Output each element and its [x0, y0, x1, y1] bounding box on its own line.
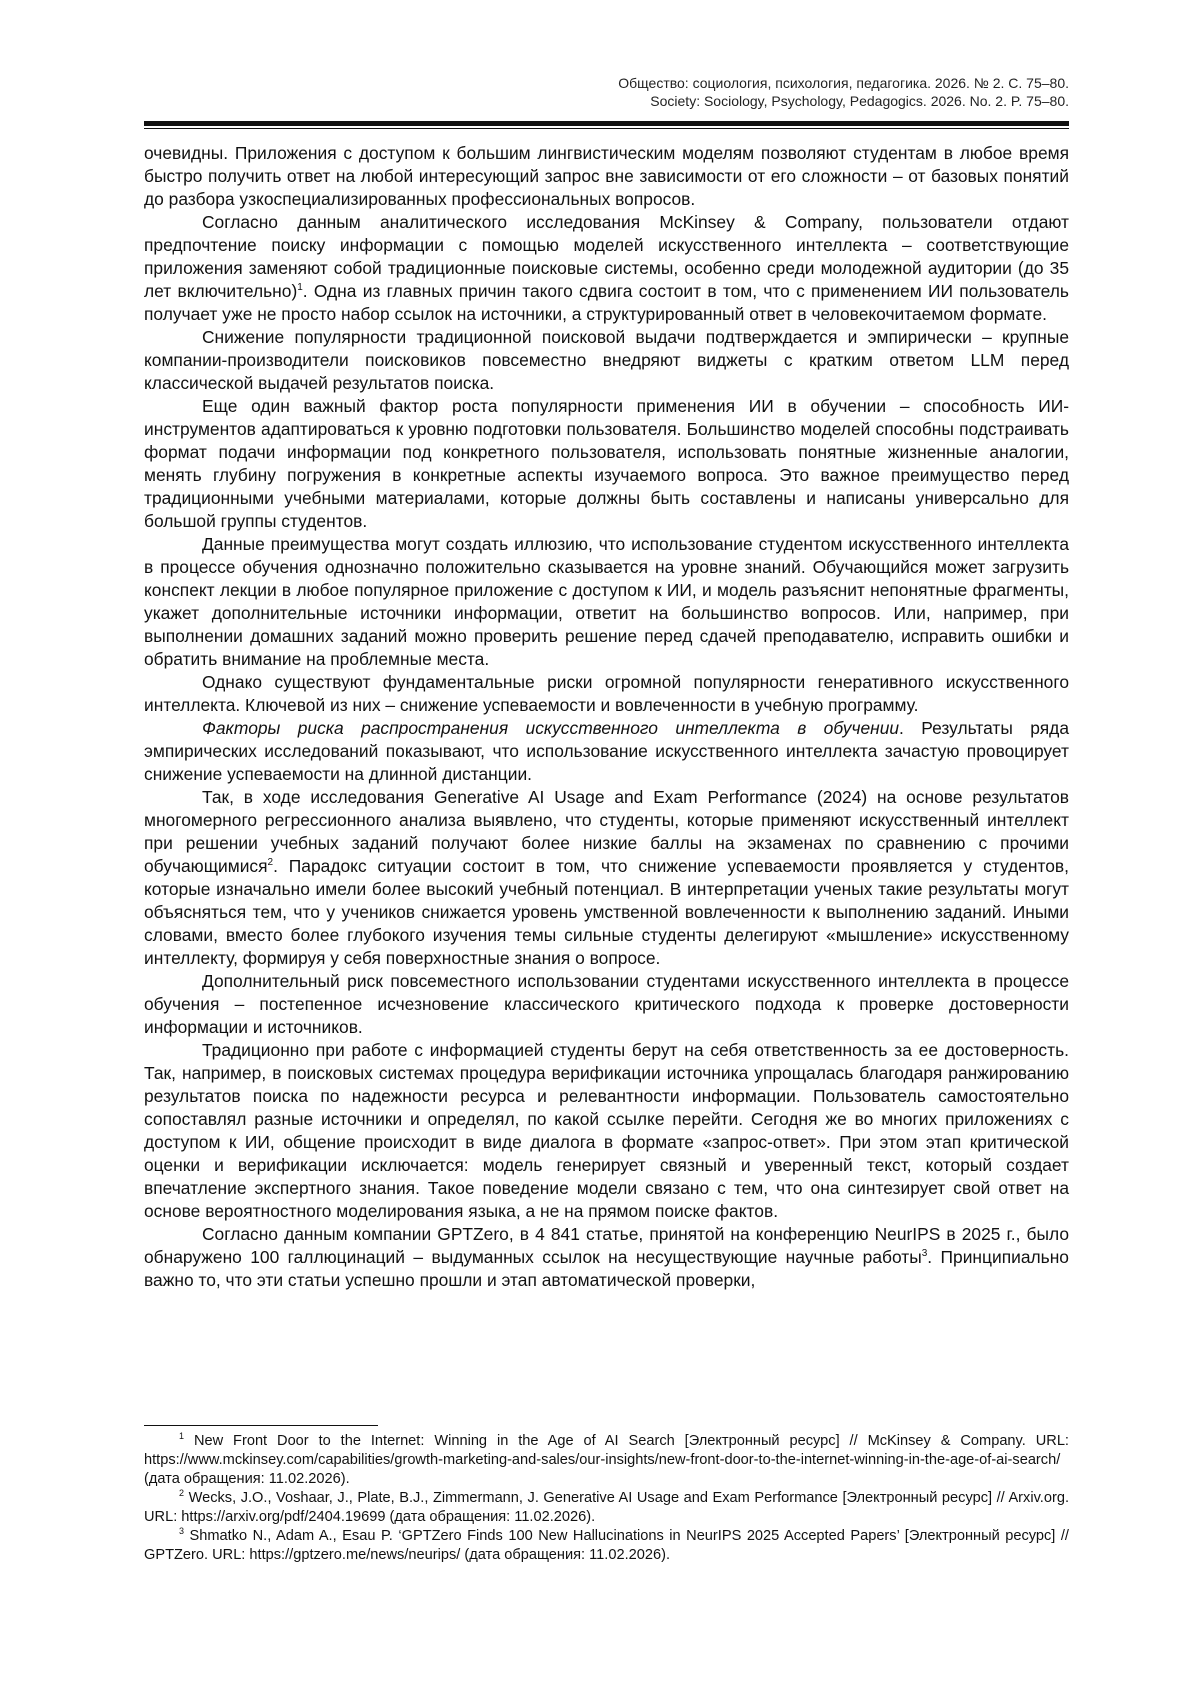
footnote-ref-1[interactable]: 1: [297, 282, 303, 294]
section-heading-italic: Факторы риска распространения искусственного интеллекта в обучении: [202, 718, 900, 738]
footnotes: [144, 1432, 1069, 1565]
paragraph-text: . Результаты ряда эмпирических исследований показывают, что использование искусственного интеллекта зачастую провоцирует снижение успеваемости на длинной дистанции.: [144, 718, 1069, 784]
footnote-ref-2[interactable]: 2: [267, 857, 274, 869]
footnote-3: [144, 1527, 1069, 1565]
paragraph-text: Согласно данным аналитического исследования McKinsey & Company, пользователи отдают предпочтение поиску информации с помощью моделей искусственного интеллекта – соответствующие приложения заменяют собой традиционные поисковые системы, особенно среди молодежной аудитории (до 35 лет включительно): [144, 212, 1069, 301]
paragraph-text: Согласно данным компании GPTZero, в 4 841 статье, принятой на конференцию NeurIPS в 2025 г., было обнаружено 100 галлюцинаций – выдуманных ссылок на несуществующие научные работы: [144, 1224, 1069, 1267]
footnote-number: 3: [179, 1526, 185, 1537]
footnote-number: 2: [179, 1488, 185, 1499]
paragraph-gptzero: [144, 1223, 1069, 1292]
footnote-text: New Front Door to the Internet: Winning in the Age of AI Search [Электронный ресурс] // McKinsey & Company. URL: https://www.mckinsey.com/capabilities/growth-marketing-and-sales/our-insights/new-front-door-to-the-internet-winning-in-the-age-of-ai-search/ (дата обращения: 11.02.2026).: [144, 1433, 1069, 1487]
paragraph-mckinsey: [144, 211, 1069, 326]
footnote-2: [144, 1489, 1069, 1527]
paragraph-illusion: Данные преимущества могут создать иллюзию, что использование студентом искусственного интеллекта в процессе обучения однозначно положительно сказывается на уровне знаний. Обучающийся может загрузить конспект лекции в любое популярное приложение с доступом к ИИ, и модель разъяснит непонятные фрагменты, укажет дополнительные источники информации, ответит на большинство вопросов. Или, например, при выполнении домашних заданий можно проверить решение перед сдачей преподавателю, исправить ошибки и обратить внимание на проблемные места.: [144, 534, 1069, 669]
article-body: [144, 142, 1069, 1292]
paragraph-continued: очевидны. Приложения с доступом к большим лингвистическим моделям позволяют студентам в любое время быстро получить ответ на любой интересующий запрос вне зависимости от его сложности – от базовых понятий до разбора узкоспециализированных профессиональных вопросов.: [144, 143, 1069, 209]
header-rule-thin: [144, 128, 1069, 129]
paragraph-text: . Парадокс ситуации состоит в том, что снижение успеваемости проявляется у студентов, которые изначально имели более высокий учебный потенциал. В интерпретации ученых такие результаты могут объясняться тем, что у учеников снижается уровень умственной вовлеченности к выполнению заданий. Иными словами, вместо более глубокого изучения темы сильные студенты делегируют «мышление» искусственному интеллекту, формируя у себя поверхностные знания о вопросе.: [144, 856, 1069, 968]
journal-page: [144, 0, 1069, 1697]
footnote-text: Shmatko N., Adam A., Esau P. ‘GPTZero Finds 100 New Hallucinations in NeurIPS 2025 Accepted Papers’ [Электронный ресурс] // GPTZero. URL: https://gptzero.me/news/neurips/ (дата обращения: 11.02.2026).: [144, 1528, 1069, 1563]
footnote-number: 1: [179, 1431, 185, 1442]
paragraph-adaptation: Еще один важный фактор роста популярности применения ИИ в обучении – способность ИИ-инструментов адаптироваться к уровню подготовки пользователя. Большинство моделей способны подстраивать формат подачи информации под конкретного пользователя, использовать понятные жизненные аналогии, менять глубину погружения в конкретные аспекты изучаемого вопроса. Это важное преимущество перед традиционными учебными материалами, которые должны быть составлены и написаны универсально для большой группы студентов.: [144, 396, 1069, 531]
paragraph-text: . Принципиально важно то, что эти статьи успешно прошли и этап автоматической проверки,: [144, 1247, 1069, 1290]
paragraph-risks: Однако существуют фундаментальные риски огромной популярности генеративного искусственного интеллекта. Ключевой из них – снижение успеваемости и вовлеченности в учебную программу.: [144, 672, 1069, 715]
footnote-text: Wecks, J.O., Voshaar, J., Plate, B.J., Zimmermann, J. Generative AI Usage and Exam Performance [Электронный ресурс] // Arxiv.org. URL: https://arxiv.org/pdf/2404.19699 (дата обращения: 11.02.2026).: [144, 1490, 1069, 1525]
paragraph-risk-factors: [144, 717, 1069, 786]
header-line-en: Society: Sociology, Psychology, Pedagogics. 2026. No. 2. P. 75–80.: [650, 93, 1069, 109]
paragraph-search-decline: Снижение популярности традиционной поисковой выдачи подтверждается и эмпирически – крупные компании-производители поисковиков повсеместно внедряют виджеты с кратким ответом LLM перед классической выдачей результатов поиска.: [144, 327, 1069, 393]
footnote-ref-3[interactable]: 3: [921, 1248, 928, 1260]
header-line-ru: Общество: социология, психология, педагогика. 2026. № 2. С. 75–80.: [618, 75, 1069, 91]
running-header: [618, 74, 1069, 110]
footnote-1: [144, 1432, 1069, 1489]
paragraph-verification: Традиционно при работе с информацией студенты берут на себя ответственность за ее достоверность. Так, например, в поисковых системах процедура верификации источника упрощалась благодаря ранжированию результатов поиска по надежности ресурса и релевантности информации. Пользователь самостоятельно сопоставлял разные источники и определял, по какой ссылке перейти. Сегодня же во многих приложениях с доступом к ИИ, общение происходит в виде диалога в формате «запрос-ответ». При этом этап критической оценки и верификации исключается: модель генерирует связный и уверенный текст, который создает впечатление экспертного знания. Такое поведение модели связано с тем, что она синтезирует свой ответ на основе вероятностного моделирования языка, а не на прямом поиске фактов.: [144, 1040, 1069, 1221]
paragraph-text: . Одна из главных причин такого сдвига состоит в том, что с применением ИИ пользователь получает уже не просто набор ссылок на источники, а структурированный ответ в человекочитаемом формате.: [144, 281, 1069, 324]
paragraph-text: Так, в ходе исследования Generative AI Usage and Exam Performance (2024) на основе результатов многомерного регрессионного анализа выявлено, что студенты, которые применяют искусственный интеллект при решении учебных заданий получают более низкие баллы на экзаменах по сравнению с прочими обучающимися: [144, 787, 1069, 876]
paragraph-exam-study: [144, 786, 1069, 970]
footnote-separator: [144, 1425, 378, 1426]
paragraph-critical-thinking: Дополнительный риск повсеместного использовании студентами искусственного интеллекта в процессе обучения – постепенное исчезновение классического критического подхода к проверке достоверности информации и источников.: [144, 971, 1069, 1037]
header-rule-thick: [144, 121, 1069, 126]
